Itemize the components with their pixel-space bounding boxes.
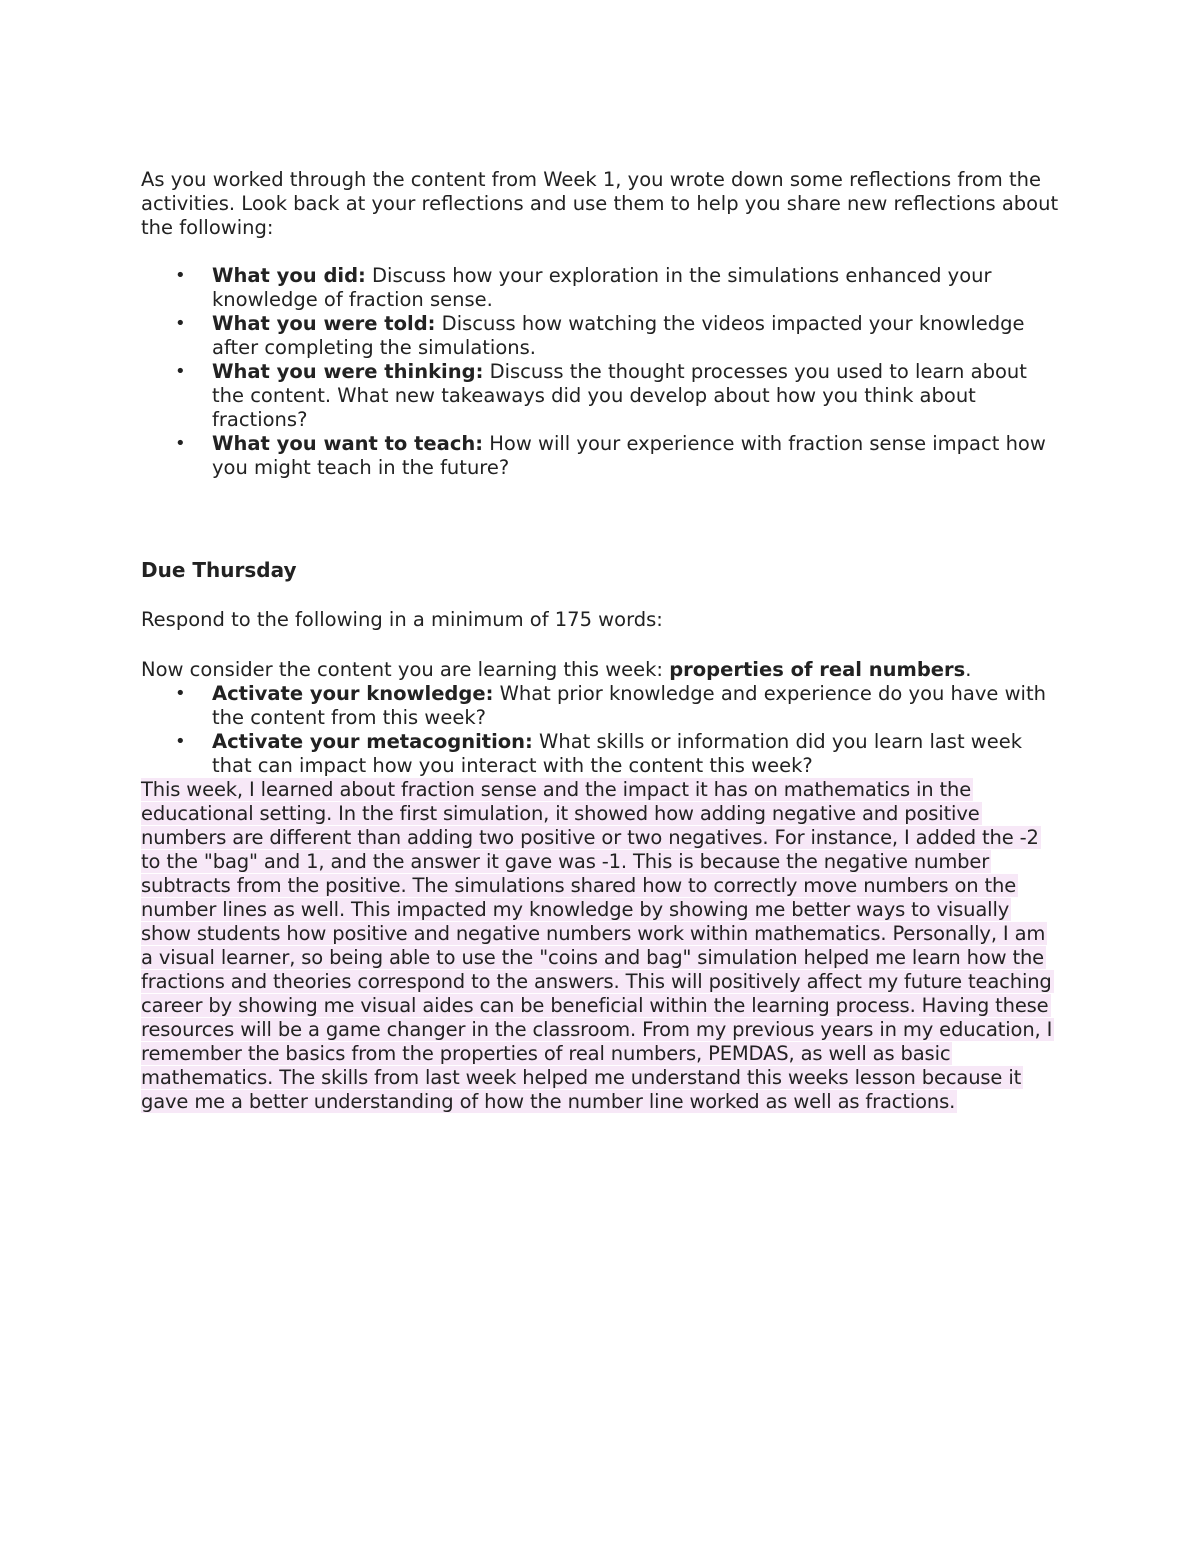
reflection-label: What you want to teach: bbox=[212, 432, 484, 455]
activate-text: What prior knowledge and experience do you have with the content from this week? bbox=[212, 682, 1046, 729]
respond-instruction: Respond to the following in a minimum of 175 words: bbox=[141, 608, 663, 631]
list-item bbox=[141, 264, 1061, 312]
intro-paragraph: As you worked through the content from Week 1, you wrote down some reflections from the activities. Look back at your reflections and use them to help you share new reflections about the following: bbox=[141, 168, 1059, 239]
reflection-label: What you were told: bbox=[212, 312, 436, 335]
reflection-label: What you were thinking: bbox=[212, 360, 484, 383]
reflection-text: How will your experience with fraction sense impact how you might teach in the future? bbox=[212, 432, 1046, 479]
bullet-icon: • bbox=[175, 313, 186, 334]
reflection-label: What you did: bbox=[212, 264, 366, 287]
activate-list bbox=[141, 682, 1061, 778]
student-response bbox=[141, 778, 1061, 1114]
consider-topic: properties of real numbers bbox=[669, 658, 966, 681]
activate-text: What skills or information did you learn last week that can impact how you interact with the content this week? bbox=[212, 730, 1023, 777]
due-heading: Due Thursday bbox=[141, 558, 297, 582]
consider-prefix: Now consider the content you are learning this week: bbox=[141, 658, 670, 681]
bullet-icon: • bbox=[175, 731, 186, 752]
reflection-text: Discuss how your exploration in the simulations enhanced your knowledge of fraction sense. bbox=[212, 264, 992, 311]
document-page bbox=[141, 168, 1061, 1114]
list-item bbox=[141, 312, 1061, 360]
bullet-icon: • bbox=[175, 265, 186, 286]
list-item bbox=[141, 730, 1061, 778]
activate-label: Activate your metacognition: bbox=[212, 730, 533, 753]
bullet-icon: • bbox=[175, 683, 186, 704]
list-item bbox=[141, 432, 1061, 480]
activate-label: Activate your knowledge: bbox=[212, 682, 494, 705]
bullet-icon: • bbox=[175, 433, 186, 454]
consider-suffix: . bbox=[965, 658, 972, 681]
reflection-text: Discuss the thought processes you used to learn about the content. What new takeaways did you develop about how you think about fractions? bbox=[212, 360, 1027, 431]
response-highlighted-text: This week, I learned about fraction sense and the impact it has on mathematics in the educational setting. In the first simulation, it showed how adding negative and positive numbers are different than adding two positive or two negatives. For instance, I added the -2 to the "bag" and 1, and the answer it gave was -1. This is because the negative number subtracts from the positive. The simulations shared how to correctly move numbers on the number lines as well. This impacted my knowledge by showing me better ways to visually show students how positive and negative numbers work within mathematics. Personally, I am a visual learner, so being able to use the "coins and bag" simulation helped me learn how the fractions and theories correspond to the answers. This will positively affect my future teaching career by showing me visual aides can be beneficial within the learning process. Having these resources will be a game changer in the classroom. From my previous years in my education, I remember the basics from the properties of real numbers, PEMDAS, as well as basic mathematics. The skills from last week helped me understand this weeks lesson because it gave me a better understanding of how the number line worked as well as fractions. bbox=[141, 778, 1053, 1113]
list-item bbox=[141, 682, 1061, 730]
bullet-icon: • bbox=[175, 361, 186, 382]
reflection-list bbox=[141, 264, 1061, 480]
reflection-text: Discuss how watching the videos impacted your knowledge after completing the simulations. bbox=[212, 312, 1025, 359]
list-item bbox=[141, 360, 1061, 432]
consider-paragraph bbox=[141, 658, 1061, 682]
